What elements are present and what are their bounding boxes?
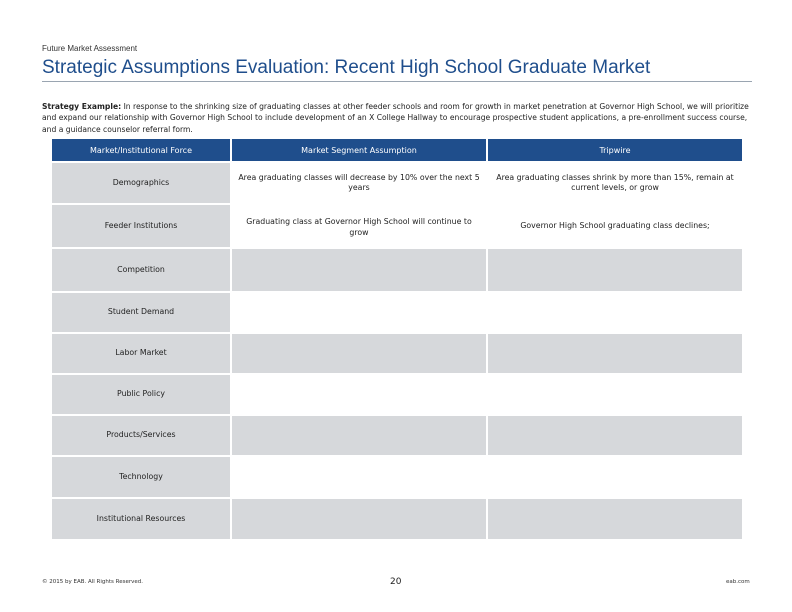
assumption-labor-market[interactable] — [232, 334, 486, 373]
assumption-products-services[interactable] — [232, 416, 486, 455]
assumption-institutional-resources[interactable] — [232, 499, 486, 539]
header-assumption: Market Segment Assumption — [232, 139, 486, 161]
header-force: Market/Institutional Force — [52, 139, 230, 161]
assumption-demographics[interactable]: Area graduating classes will decrease by 10% over the next 5 years — [232, 163, 486, 203]
assumption-technology[interactable] — [232, 457, 486, 497]
assumption-feeder-institutions[interactable]: Graduating class at Governor High School will continue to grow — [232, 205, 486, 247]
strategy-label: Strategy Example: — [42, 102, 122, 111]
page-number: 20 — [390, 577, 402, 587]
assumption-public-policy[interactable] — [232, 375, 486, 414]
section-kicker: Future Market Assessment — [42, 44, 138, 53]
tripwire-public-policy[interactable] — [488, 375, 742, 414]
tripwire-technology[interactable] — [488, 457, 742, 497]
tripwire-products-services[interactable] — [488, 416, 742, 455]
assumption-competition[interactable] — [232, 249, 486, 291]
assumption-student-demand[interactable] — [232, 293, 486, 332]
force-institutional-resources: Institutional Resources — [52, 499, 230, 539]
force-labor-market: Labor Market — [52, 334, 230, 373]
footer-site[interactable]: eab.com — [726, 579, 750, 585]
force-public-policy: Public Policy — [52, 375, 230, 414]
force-products-services: Products/Services — [52, 416, 230, 455]
assumptions-table — [52, 139, 742, 539]
tripwire-institutional-resources[interactable] — [488, 499, 742, 539]
force-demographics: Demographics — [52, 163, 230, 203]
tripwire-demographics[interactable]: Area graduating classes shrink by more than 15%, remain at current levels, or grow — [488, 163, 742, 203]
force-competition: Competition — [52, 249, 230, 291]
force-student-demand: Student Demand — [52, 293, 230, 332]
title-divider — [42, 81, 752, 82]
tripwire-competition[interactable] — [488, 249, 742, 291]
force-feeder-institutions: Feeder Institutions — [52, 205, 230, 247]
footer-copyright: © 2015 by EAB. All Rights Reserved. — [42, 579, 144, 585]
tripwire-student-demand[interactable] — [488, 293, 742, 332]
strategy-text: In response to the shrinking size of graduating classes at other feeder schools and room for growth in market penetration at Governor High School, we will prioritize and expand our relationship with Governor High School to include development of an X College Hallway to encourage prospective student applications, a pre-enrollment success course, and a guidance counselor referral form. — [42, 102, 749, 134]
tripwire-feeder-institutions[interactable]: Governor High School graduating class declines; — [488, 205, 742, 247]
header-tripwire: Tripwire — [488, 139, 742, 161]
strategy-paragraph — [42, 101, 754, 135]
page-title: Strategic Assumptions Evaluation: Recent High School Graduate Market — [42, 57, 651, 78]
tripwire-labor-market[interactable] — [488, 334, 742, 373]
force-technology: Technology — [52, 457, 230, 497]
